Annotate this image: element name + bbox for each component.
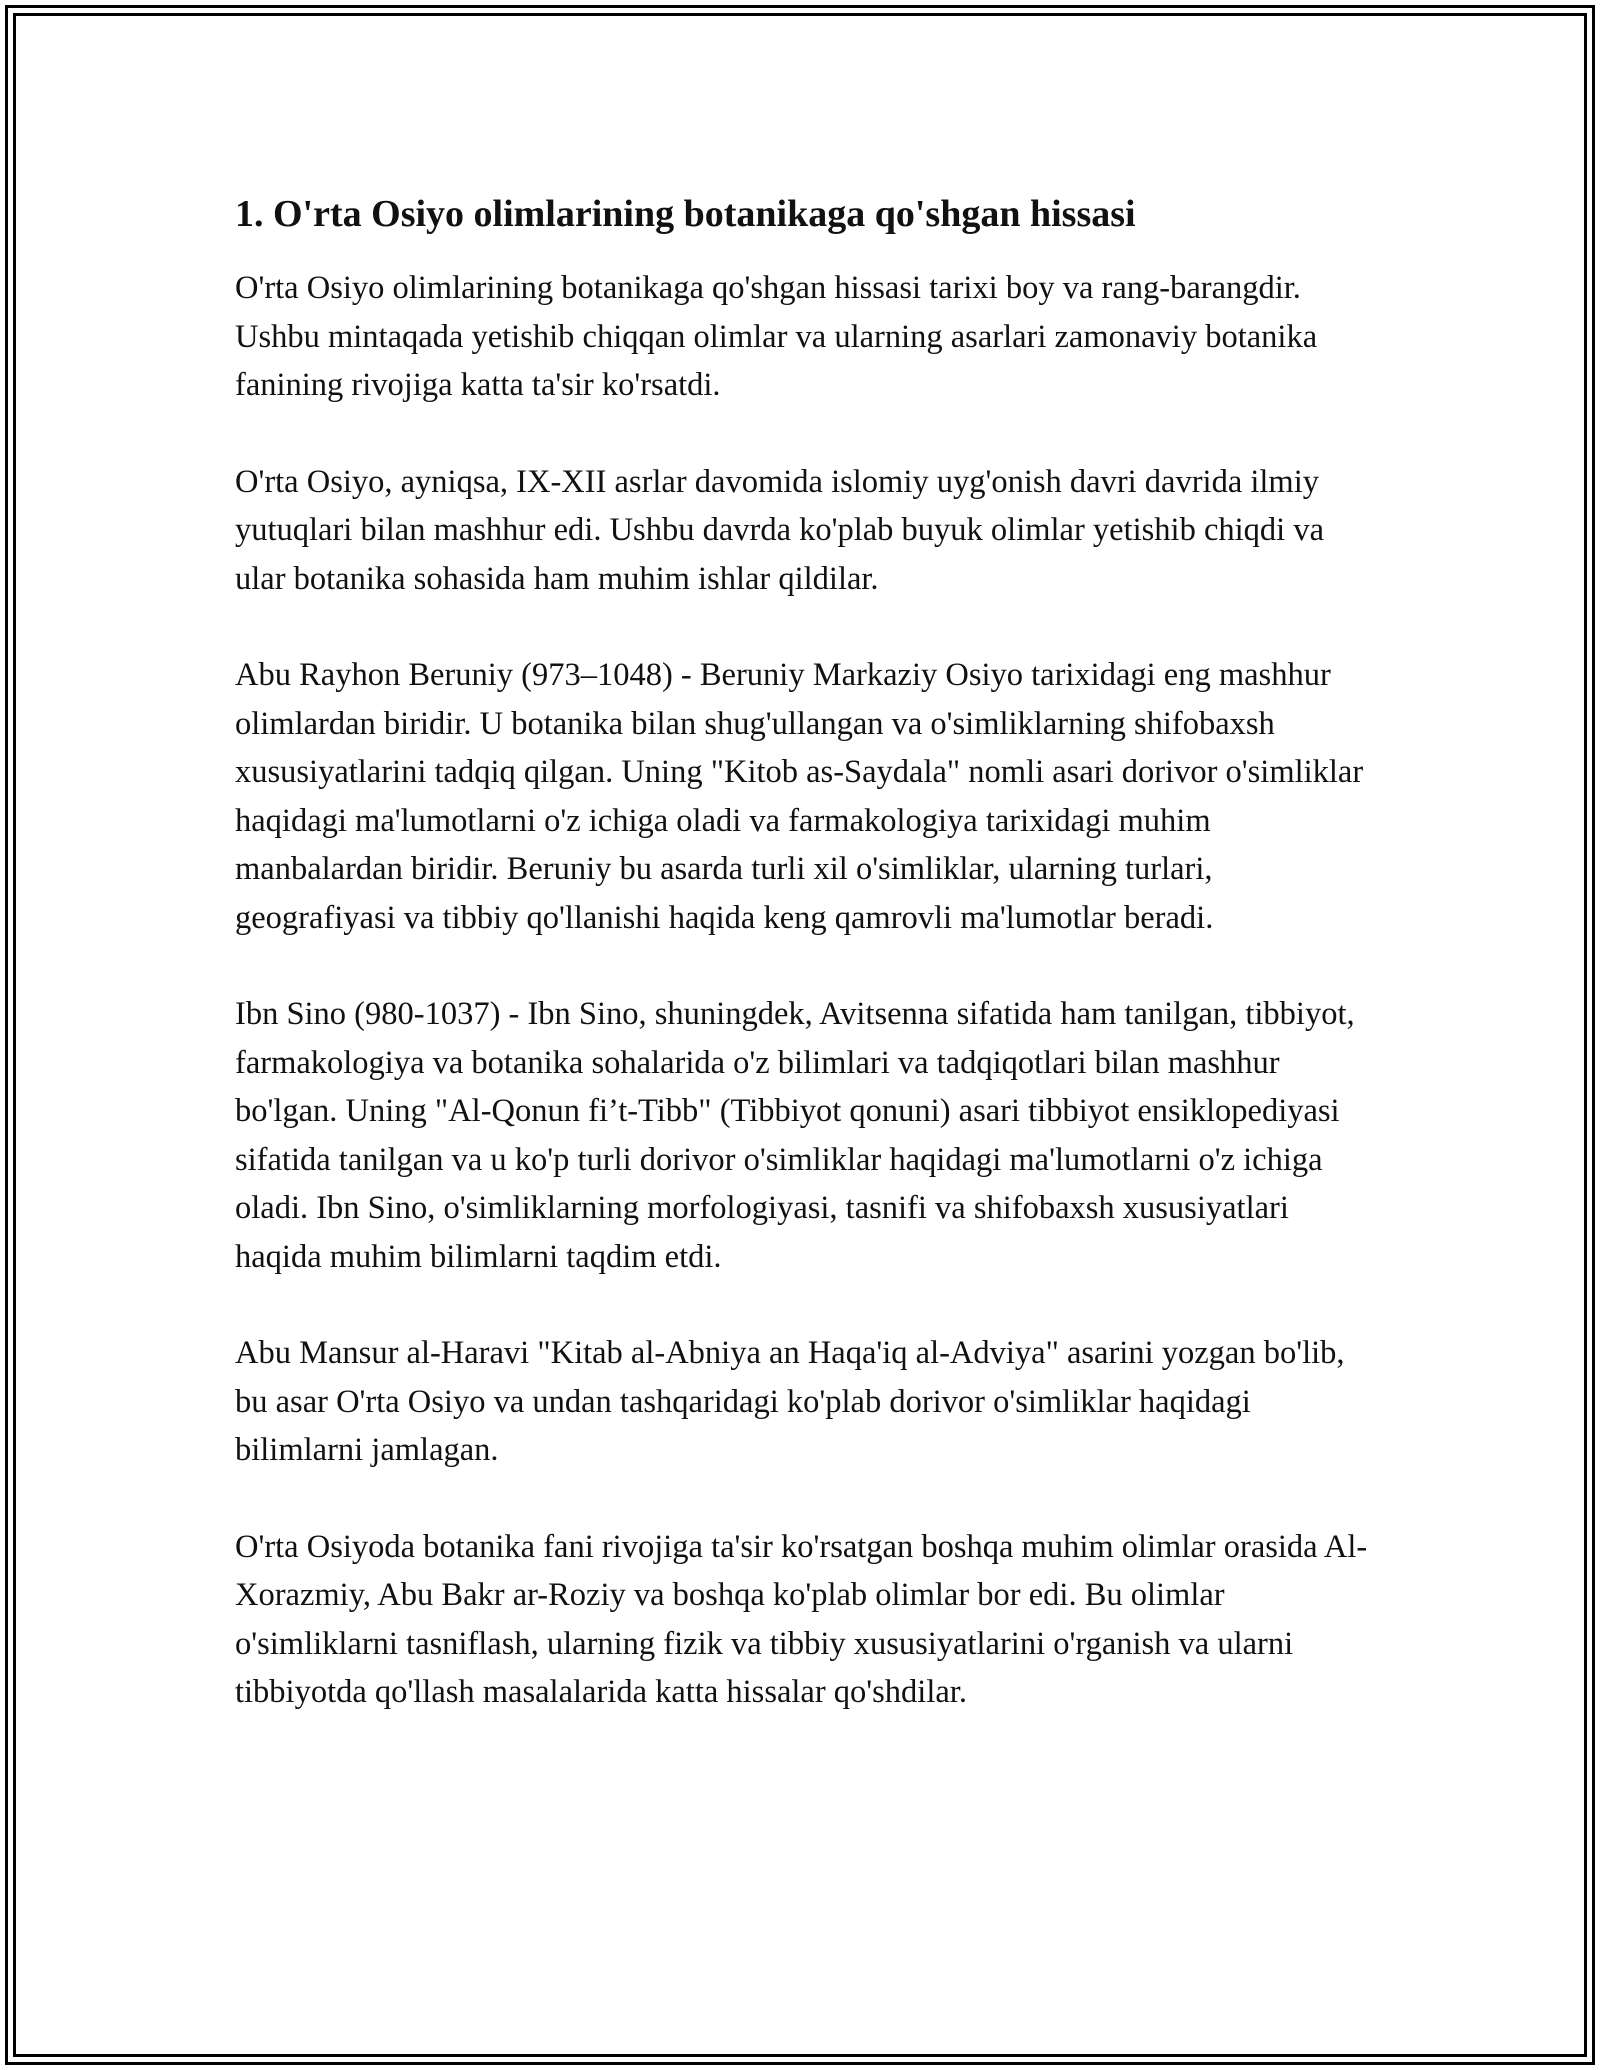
paragraph-intro: O'rta Osiyo olimlarining botanikaga qo'shgan hissasi tarixi boy va rang-barangdir. Ushbu mintaqada yetishib chiqqan olimlar va ularning asarlari zamonaviy botanika fanining rivojiga katta ta'sir ko'rsatdi. [235, 270, 1318, 403]
paragraph-ibn-sino: Ibn Sino (980-1037) - Ibn Sino, shuningdek, Avitsenna sifatida ham tanilgan, tibbiyot, farmakologiya va botanika sohalarida o'z bilimlari va tadqiqotlari bilan mashhur bo'lgan. Uning "Al-Qonun fi’t-Tibb" (Tibbiyot qonuni) asari tibbiyot ensiklopediyasi sifatida tanilgan va u ko'p turli dorivor o'simliklar haqidagi ma'lumotlarni o'z ichiga oladi. Ibn Sino, o'simliklarning morfologiyasi, tasnifi va shifobaxsh xususiyatlari haqida muhim bilimlarni taqdim etdi. [235, 996, 1355, 1275]
paragraph-golden-age: O'rta Osiyo, ayniqsa, IX-XII asrlar davomida islomiy uyg'onish davri davrida ilmiy yutuqlari bilan mashhur edi. Ushbu davrda ko'plab buyuk olimlar yetishib chiqdi va ular botanika sohasida ham muhim ishlar qildilar. [235, 463, 1324, 597]
document-body [235, 186, 1370, 1717]
section-title: 1. O'rta Osiyo olimlarining botanikaga qo'shgan hissasi [235, 193, 1136, 235]
paragraph-other-scholars: O'rta Osiyoda botanika fani rivojiga ta'sir ko'rsatgan boshqa muhim olimlar orasida Al-Xorazmiy, Abu Bakr ar-Roziy va boshqa ko'plab olimlar bor edi. Bu olimlar o'simliklarni tasniflash, ularning fizik va tibbiy xususiyatlarini o'rganish va ularni tibbiyotda qo'llash masalalarida katta hissalar qo'shdilar. [235, 1528, 1368, 1710]
paragraph-al-haravi: Abu Mansur al-Haravi "Kitab al-Abniya an Haqa'iq al-Adviya" asarini yozgan bo'lib, bu asar O'rta Osiyo va undan tashqaridagi ko'plab dorivor o'simliklar haqidagi bilimlarni jamlagan. [235, 1335, 1345, 1468]
paragraph-beruniy: Abu Rayhon Beruniy (973–1048) - Beruniy Markaziy Osiyo tarixidagi eng mashhur olimlardan biridir. U botanika bilan shug'ullangan va o'simliklarning shifobaxsh xususiyatlarini tadqiq qilgan. Uning "Kitob as-Saydala" nomli asari dorivor o'simliklar haqidagi ma'lumotlarni o'z ichiga oladi va farmakologiya tarixidagi muhim manbalardan biridir. Beruniy bu asarda turli xil o'simliklar, ularning turlari, geografiyasi va tibbiy qo'llanishi haqida keng qamrovli ma'lumotlar beradi. [235, 657, 1364, 936]
